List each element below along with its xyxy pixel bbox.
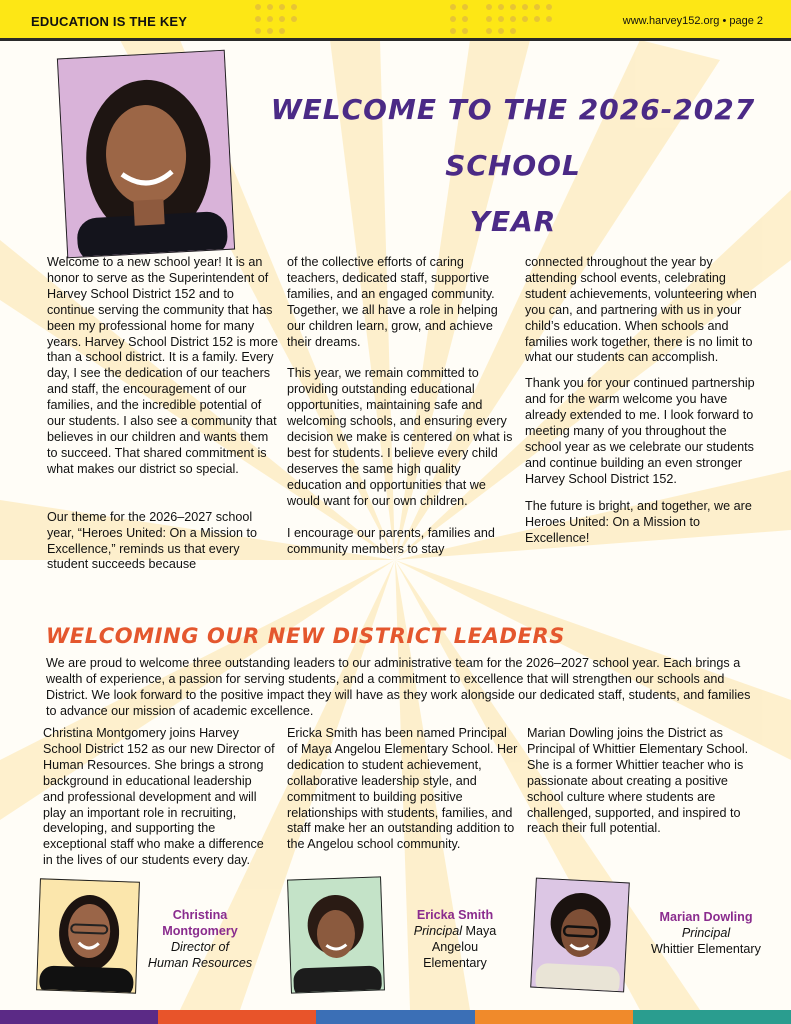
footer-bar-segment [475,1010,633,1024]
caption-title: Director of [170,939,230,954]
welcome-paragraph: of the collective efforts of caring teachers, dedicated staff, supportive families, and an engaged community. Together, we all have a role in helping our children learn, grow, and achieve their dreams. [287,255,498,349]
superintendent-photo [57,50,235,259]
welcome-paragraph: The future is bright, and together, we are Heroes United: On a Mission to Excellence! [525,498,752,545]
welcome-column-1 [47,255,279,589]
footer-bar-segment [158,1010,316,1024]
caption-name: Marian Dowling [659,910,753,924]
header-dot-pattern-2 [450,2,560,36]
caption-title: Principal [413,923,462,938]
header-bar [0,0,791,41]
caption-school: Angelou [431,939,479,954]
smith-photo [287,876,385,993]
caption-school: Whittier Elementary [651,941,761,956]
caption-dowling [640,910,772,958]
welcome-column-2 [287,255,517,573]
header-tagline: EDUCATION IS THE KEY [31,14,188,29]
leaders-intro: We are proud to welcome three outstanding leaders to our administrative team for the 2026–2027 school year. Each brings a wealth of experience, a passion for serving students, and a commitment to excellence that will strengthen our schools and District. We look forward to the positive impact they will have as they work alongside our dedicated staff, students, and families to advance our mission of academic excellence. [46,656,751,718]
caption-title: Principal [681,925,731,940]
dowling-photo [530,878,630,993]
footer-color-bar [0,1010,791,1024]
header-url-page: www.harvey152.org • page 2 [622,15,763,27]
leader-bio-dowling: Marian Dowling joins the District as Principal of Whittier Elementary School. She is a former Whittier teacher who is passionate about creating a positive school culture where students are challenged, supported, and inspired to reach their full potential. [527,726,749,836]
welcome-title-line2: YEAR [469,205,557,238]
welcome-paragraph: This year, we remain committed to providing outstanding educational opportunities, maintaining safe and welcoming schools, and ensuring every decision we make is centered on what is best for students. I believe every child deserves the same high quality education and opportunities that we would want for our own children. [287,366,513,508]
welcome-title-line1: WELCOME TO THE 2026-2027 SCHOOL [270,93,756,182]
leader-bio-smith: Ericka Smith has been named Principal of Maya Angelou Elementary School. Her dedication to student achievement, collaborative leadership style, and commitment to building positive relationships with students, families, and staff make her an outstanding addition to the Angelou school community. [287,726,518,852]
leaders-heading: WELCOMING OUR NEW DISTRICT LEADERS [46,624,565,648]
footer-bar-segment [0,1010,158,1024]
caption-smith [400,908,510,972]
caption-montgomery [140,908,260,972]
leader-bio-montgomery: Christina Montgomery joins Harvey School District 152 as our new Director of Human Resources. She brings a strong background in educational leadership and professional development and will play an important role in recruiting, developing, and supporting the exceptional staff who make a difference in the lives of our students every day. [43,726,275,868]
caption-school: Elementary [423,955,487,970]
welcome-paragraph: Our theme for the 2026–2027 school year, “Heroes United: On a Mission to Excellence,” reminds us that every student succeeds because [47,509,257,572]
caption-title-line [400,924,510,940]
welcome-paragraph: Thank you for your continued partnership and for the warm welcome you have already extended to me. I look forward to meeting many of you throughout the school year as we celebrate our students and continue building an even stronger Harvey School District 152. [525,376,755,486]
caption-school: Maya [462,923,497,938]
caption-name: Montgomery [162,923,238,938]
caption-name: Christina [172,908,228,922]
welcome-paragraph: connected throughout the year by attending school events, celebrating student achievements, volunteering when you can, and partnering with us in your child’s education. When schools and families work together, there is no limit to what our students can accomplish. [525,255,757,365]
montgomery-photo [36,878,140,993]
footer-bar-segment [316,1010,474,1024]
welcome-column-3 [525,255,765,562]
welcome-title [255,82,771,250]
header-dot-pattern [255,2,325,36]
caption-name: Ericka Smith [416,908,494,922]
footer-bar-segment [633,1010,791,1024]
welcome-paragraph: I encourage our parents, families and community members to stay [287,525,495,556]
caption-title: Human Resources [147,955,253,970]
welcome-paragraph: Welcome to a new school year! It is an honor to serve as the Superintendent of Harvey School District 152 and to continue serving the community that has been my professional home for many years. Harvey School District 152 is more than a school district. It is a family. Every day, I see the dedication of our teachers and staff, the encouragement of our families, and the incredible potential of our students. I also see a community that believes in our children and wants them to succeed. That shared commitment is what makes our district so special. [47,255,278,476]
